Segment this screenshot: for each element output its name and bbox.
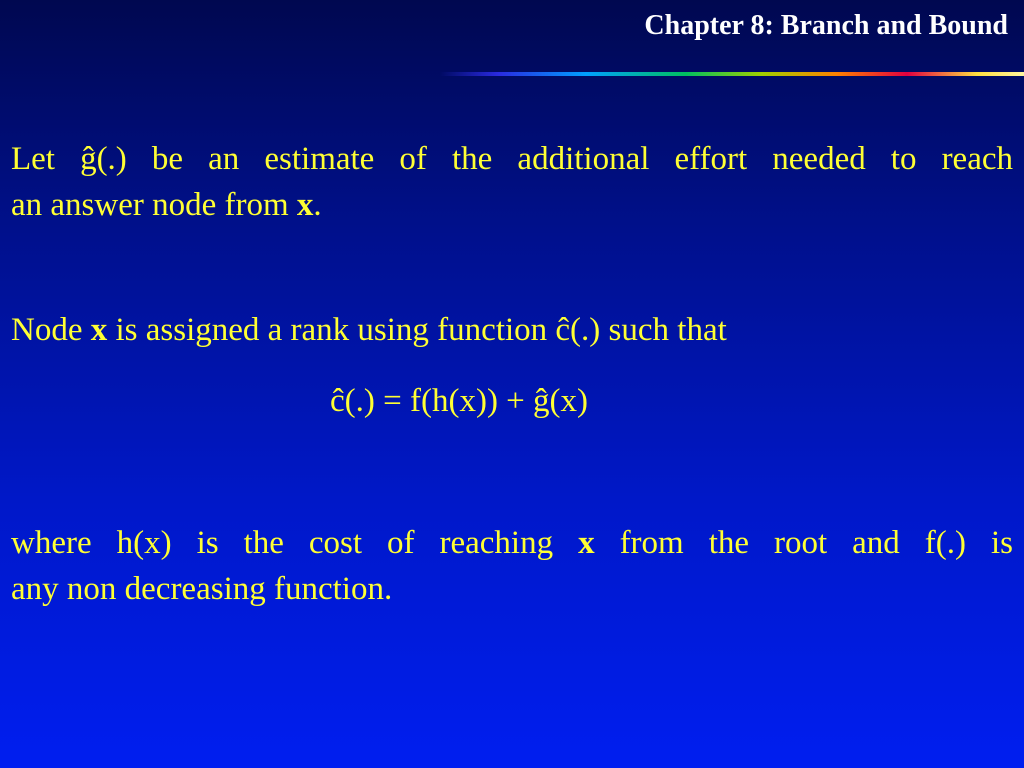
paragraph-rank-start: Node (11, 312, 91, 348)
paragraph-rank (11, 307, 1013, 353)
paragraph-where-line1-end: from the root and f(.) is (594, 525, 1013, 561)
variable-x: x (578, 525, 595, 561)
paragraph-estimate-line1: Let ĝ(.) be an estimate of the additional effort needed to reach (11, 141, 1013, 177)
variable-x: x (90, 312, 108, 348)
paragraph-where (11, 520, 1013, 612)
paragraph-where-line1-start: where h(x) is the cost of reaching (11, 525, 579, 561)
paragraph-estimate (11, 136, 1013, 228)
rank-formula: ĉ(.) = f(h(x)) + ĝ(x) (330, 383, 589, 419)
paragraph-estimate-line2-start: an answer node from (11, 187, 297, 223)
slide-header-title: Chapter 8: Branch and Bound (644, 10, 1008, 41)
paragraph-rank-end: is assigned a rank using function ĉ(.) such that (107, 312, 727, 348)
paragraph-estimate-line2-end: . (313, 187, 322, 223)
rainbow-divider (440, 72, 1024, 76)
variable-x: x (296, 187, 314, 223)
paragraph-where-line1 (11, 520, 1013, 566)
paragraph-where-line2: any non decreasing function. (11, 571, 393, 607)
